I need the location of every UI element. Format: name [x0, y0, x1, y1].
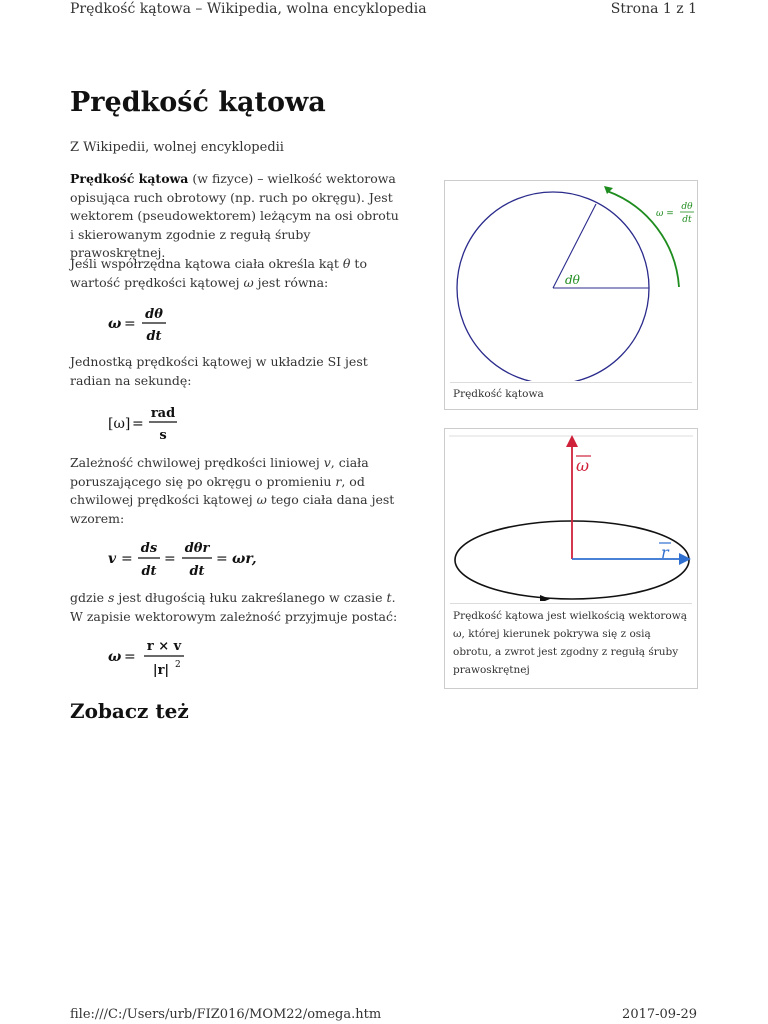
vector-paragraph — [70, 589, 405, 626]
figure-2-caption: Prędkość kątowa jest wielkością wektorową ω, której kierunek pokrywa się z osią obrotu, a zwrot jest zgodny z regułą śruby prawoskrętnej — [453, 610, 687, 676]
formula-vector-omega — [108, 634, 228, 686]
f3-eq1: = — [121, 551, 133, 567]
angle-text-c: jest równa: — [257, 274, 329, 290]
omega-formula-lhs: ω = — [656, 209, 674, 219]
omega-vector-head — [566, 435, 578, 447]
velocity-text-d: tego ciała dana jest wzorem: — [70, 492, 395, 526]
r-vector-label: r — [661, 543, 669, 562]
page-title: Prędkość kątowa — [70, 87, 326, 118]
omega-formula-den: dt — [682, 215, 692, 225]
angle-paragraph — [70, 255, 405, 292]
vector-text-c: . W zapisie wektorowym zależność przyjmuje postać: — [70, 590, 398, 624]
rotation-arrow-arc — [607, 191, 679, 287]
theta-symbol: θ — [342, 256, 351, 271]
formula-linear-velocity — [108, 536, 298, 584]
f1-eq: = — [124, 316, 136, 332]
f2-lhs: [ω] — [108, 416, 131, 432]
vector-text-b: jest długością łuku zakreślanego w czasie — [118, 590, 383, 605]
t-symbol: t — [386, 590, 392, 605]
f2-eq: = — [132, 416, 144, 432]
f1-numerator: dθ — [145, 307, 163, 322]
f4-lhs: ω — [108, 649, 122, 665]
figure-2-caption-divider — [450, 603, 692, 604]
omega-vector-label: ω — [576, 456, 590, 475]
f4-numerator: r × v — [146, 639, 182, 654]
f1-denominator: dt — [146, 329, 162, 344]
figure-1-caption-divider — [450, 382, 692, 383]
f3-eq3: = — [216, 551, 228, 567]
formula-unit-rad-s — [108, 398, 228, 446]
figure-angular-velocity-vector — [444, 428, 698, 689]
angle-text-b: to wartość prędkości kątowej — [70, 256, 367, 290]
f3-denominator-1: dt — [141, 564, 157, 579]
angular-velocity-circle-diagram — [447, 183, 695, 381]
f4-denominator: |r| — [152, 663, 170, 678]
f3-numerator-1: ds — [140, 541, 158, 556]
f2-numerator: rad — [150, 406, 176, 421]
f3-eq2: = — [164, 551, 176, 567]
velocity-text-a: Zależność chwilowej prędkości liniowej — [70, 455, 320, 470]
omega-formula-num: dθ — [681, 202, 693, 212]
omega-symbol-2: ω — [256, 492, 267, 507]
angle-text-a: Jeśli współrzędna kątowa ciała określa kąt — [70, 256, 339, 271]
intro-text: (w fizyce) – wielkość wektorowa opisująca ruch obrotowy (np. ruch po okręgu). Jest wektorem (pseudowektorem) leżącym na osi obrotu i skierowanym zgodnie z regułą śruby prawoskrętnej. — [70, 171, 399, 260]
figure-angular-velocity — [444, 180, 698, 410]
f2-denominator: s — [159, 428, 167, 443]
omega-symbol: ω — [243, 274, 254, 290]
velocity-paragraph — [70, 454, 405, 528]
dtheta-label: dθ — [565, 273, 580, 287]
velocity-text-c: , od chwilowej prędkości kątowej — [70, 473, 365, 507]
print-footer-date: 2017-09-29 — [622, 1007, 697, 1022]
f4-eq: = — [124, 649, 136, 665]
print-footer-path: file:///C:/Users/urb/FIZ016/MOM22/omega.htm — [70, 1007, 382, 1022]
print-header-title: Prędkość kątowa – Wikipedia, wolna encyklopedia — [70, 1, 427, 17]
rotation-circle — [457, 192, 649, 381]
f4-exponent: 2 — [175, 660, 181, 670]
intro-bold-term: Prędkość kątowa — [70, 171, 189, 186]
formula-omega-dtheta-dt — [108, 300, 228, 348]
see-also-heading: Zobacz też — [70, 699, 189, 723]
intro-paragraph — [70, 170, 405, 263]
page-subtitle: Z Wikipedii, wolnej encyklopedii — [70, 140, 284, 155]
f3-numerator-2: dθr — [184, 541, 210, 556]
v-symbol: v — [323, 455, 331, 470]
s-symbol: s — [107, 590, 115, 605]
vector-text-a: gdzie — [70, 590, 104, 605]
velocity-text-b: , ciała poruszającego się po okręgu o promieniu — [70, 455, 369, 489]
angular-velocity-vector-diagram — [447, 431, 695, 601]
figure-1-caption: Prędkość kątowa — [453, 388, 544, 400]
f3-denominator-2: dt — [189, 564, 205, 579]
si-unit-paragraph: Jednostką prędkości kątowej w układzie SI jest radian na sekundę: — [70, 354, 368, 388]
f1-lhs: ω — [108, 316, 122, 332]
print-header-page: Strona 1 z 1 — [610, 1, 697, 17]
r-symbol: r — [335, 473, 342, 489]
f3-rhs: ωr, — [232, 551, 257, 567]
f3-lhs: v — [108, 551, 117, 567]
